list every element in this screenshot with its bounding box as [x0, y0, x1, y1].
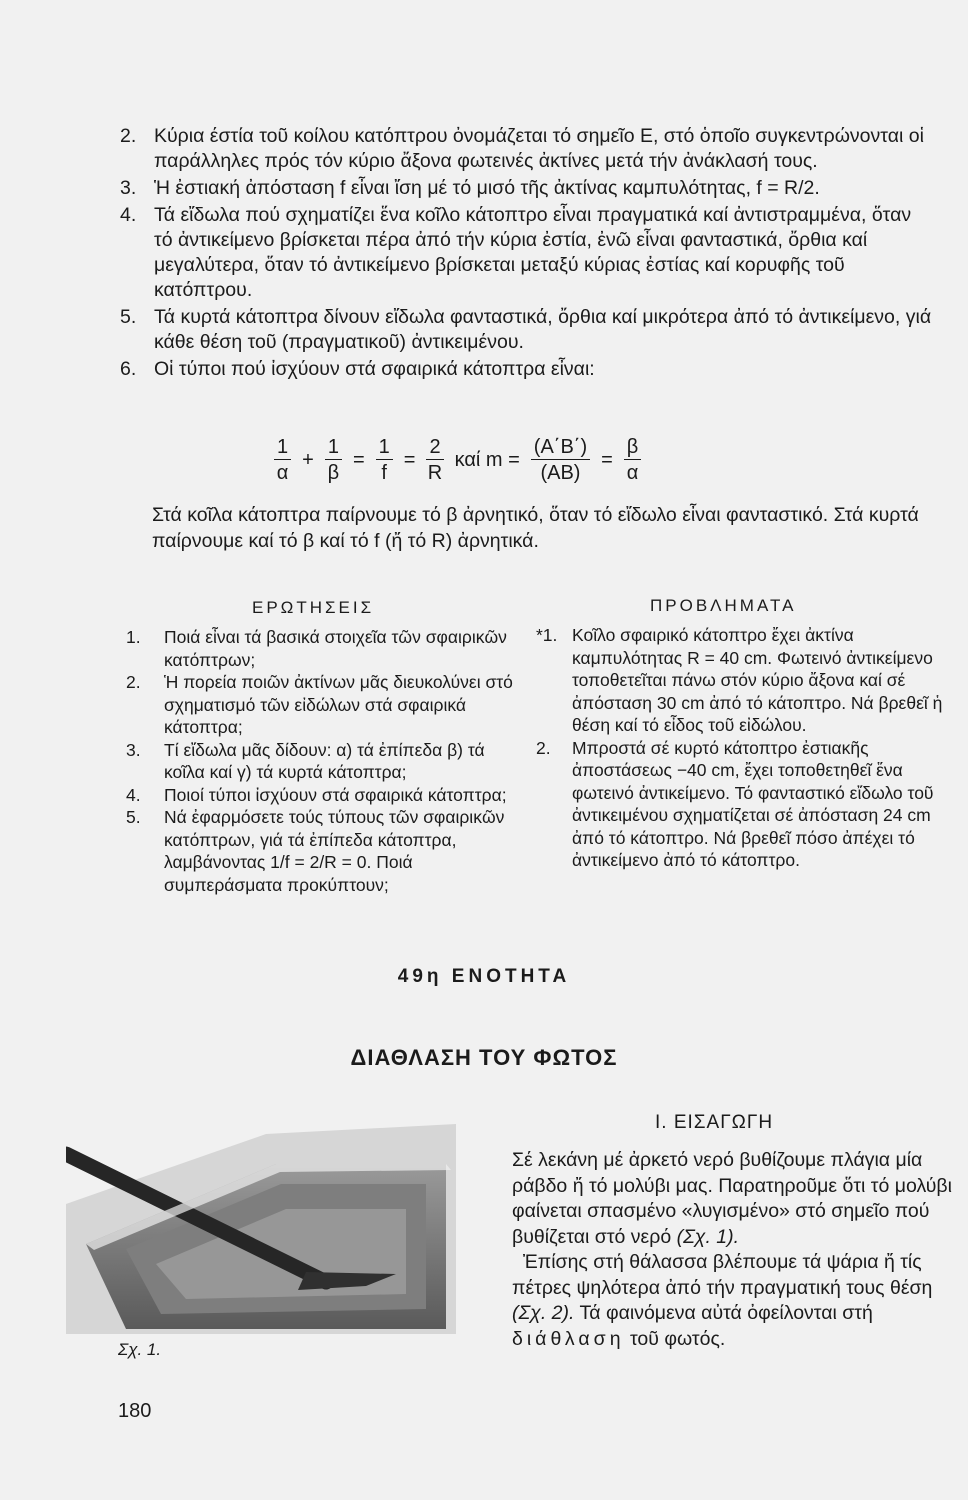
numerator: β	[624, 435, 642, 460]
denominator: β	[327, 461, 340, 484]
fraction-magnification	[531, 435, 590, 486]
item-number: 1.	[126, 627, 141, 647]
numerator: 1	[325, 435, 342, 460]
fraction-1-over-b	[325, 435, 342, 486]
text-run: Ἐπίσης στή θάλασσα βλέπουμε τά ψάρια ἤ τίς πέτρες ψηλότερα ἀπό τήν πραγματική τους θέση	[512, 1251, 933, 1299]
item-text: Ποιοί τύποι ἰσχύουν στά σφαιρικά κάτοπτρα;	[164, 784, 507, 805]
item-text: Κύρια έστία τοῦ κοίλου κατόπτρου ὀνομάζεται τό σημεῖο Ε, στό ὁποῖο συγκεντρώνονται οἱ παράλληλες πρός τόν κύριο ἄξονα φωτεινές ἀκτίνες μετά τήν ἀνάκλασή τους.	[154, 125, 924, 172]
item-text: Μπροστά σέ κυρτό κάτοπτρο ἐστιακῆς ἀποστάσεως −40 cm, ἔχει τοποθετηθεῖ ἕνα φωτεινό ἀντικείμενο. Τό φανταστικό εἴδωλο τοῦ ἀντικειμένου σχηματίζεται σέ ἀπόσταση 24 cm ἀπό τό κάτοπτρο. Νά βρεθεῖ πόσο ἀπέχει τό ἀντικείμενο ἀπό τό κάτοπτρο.	[572, 737, 934, 870]
pencil-in-water-photo	[66, 1124, 456, 1334]
problems-heading: ΠΡΟΒΛΗΜΑΤΑ	[650, 596, 797, 615]
figure-reference: (Σχ. 1).	[676, 1225, 740, 1248]
summary-item-6	[120, 357, 935, 382]
problem-item	[536, 624, 948, 737]
problems-list	[536, 624, 948, 872]
figure-reference: (Σχ. 2).	[512, 1302, 575, 1324]
section-heading: Ι. ΕΙΣΑΓΩΓΗ	[655, 1112, 774, 1133]
numerator: 2	[426, 435, 443, 460]
item-number: 5.	[120, 306, 137, 328]
formula-conjunction: καί m =	[454, 448, 520, 471]
summary-list	[120, 124, 935, 384]
item-text: Ποιά εἶναι τά βασικά στοιχεῖα τῶν σφαιρικῶν κατόπτρων;	[164, 627, 507, 670]
item-number: 2.	[120, 125, 137, 147]
item-number: 3.	[126, 739, 141, 760]
fraction-b-over-a	[624, 435, 642, 486]
denominator: R	[427, 461, 443, 484]
intro-paragraph-2	[512, 1250, 960, 1352]
item-text: Οἱ τύποι πού ἰσχύουν στά σφαιρικά κάτοπτρα εἶναι:	[154, 358, 595, 380]
chapter-title: ΔΙΑΘΛΑΣΗ ΤΟΥ ΦΩΤΟΣ	[350, 1045, 618, 1070]
summary-item-3	[120, 176, 935, 201]
question-item	[126, 626, 526, 671]
denominator: (ΑΒ)	[540, 461, 581, 484]
item-number: 4.	[120, 204, 137, 226]
item-number: 2.	[536, 737, 551, 758]
denominator: α	[276, 461, 289, 484]
equals-sign: =	[352, 448, 365, 471]
item-number: 2.	[126, 672, 141, 692]
question-item	[126, 671, 526, 739]
page-number: 180	[118, 1400, 152, 1422]
numerator: 1	[376, 435, 393, 460]
item-text: Ἡ ἐστιακή ἀπόσταση f εἶναι ἴση μέ τό μισό τῆς ἀκτίνας καμπυλότητας, f = R/2.	[154, 177, 820, 199]
item-text: Τά κυρτά κάτοπτρα δίνουν εἴδωλα φανταστικά, ὄρθια καί μικρότερα ἀπό τό ἀντικείμενο, γιά κάθε θέση τοῦ (πραγματικοῦ) ἀντικειμένου.	[154, 306, 932, 353]
text-run: Τά φαινόμενα αὐτά ὀφείλονται στή	[574, 1302, 873, 1324]
item-text: Τί εἴδωλα μᾶς δίδουν: α) τά ἐπίπεδα β) τά κοῖλα καί γ) τά κυρτά κάτοπτρα;	[164, 739, 485, 782]
equals-sign: =	[601, 448, 613, 471]
intro-paragraph-1	[512, 1148, 960, 1250]
text-run: Σέ λεκάνη μέ ἀρκετό νερό βυθίζουμε πλάγια μία ράβδο ἤ τό μολύβι μας. Παρατηροῦμε ὅτι τό μολύβι φαίνεται σπασμένο «λυγισμένο» στό σημεῖο πού βυθίζεται στό νερό	[512, 1149, 952, 1248]
text-run: τοῦ φωτός.	[624, 1327, 726, 1350]
summary-item-5	[120, 305, 935, 355]
questions-heading: ΕΡΩΤΗΣΕΙΣ	[252, 598, 375, 617]
item-number: 6.	[120, 358, 137, 380]
problem-item	[536, 737, 948, 872]
item-number: 5.	[126, 807, 141, 827]
fraction-1-over-f	[376, 435, 393, 486]
figure-caption: Σχ. 1.	[118, 1340, 162, 1359]
item-number: 3.	[120, 177, 137, 199]
item-text: Κοῖλο σφαιρικό κάτοπτρο ἔχει ἀκτίνα καμπυλότητας R = 40 cm. Φωτεινό ἀντικείμενο τοποθετεῖται πάνω στόν κύριο ἄξονα καί σέ ἀπόσταση 30 cm ἀπό τό κάτοπτρο. Νά βρεθεῖ ἡ θέση καί τό εἶδος τοῦ εἰδώλου.	[572, 625, 943, 735]
denominator: α	[626, 461, 639, 484]
item-text: Τά εἴδωλα πού σχηματίζει ἕνα κοῖλο κάτοπτρο εἶναι πραγματικά καί ἀντιστραμμένα, ὅταν τό ἀντικείμενο βρίσκεται πέρα ἀπό τήν κύρια ἐστία, ἐνῶ εἶναι φανταστικά, ὄρθια καί μεγαλύτερα, ὅταν τό ἀντικείμενο βρίσκεται μεταξύ κύριας ἐστίας καί κορυφῆς τοῦ κατόπτρου.	[154, 204, 912, 301]
question-item	[126, 806, 526, 896]
fraction-2-over-r	[426, 435, 443, 486]
numerator: 1	[274, 435, 291, 460]
plus-sign: +	[302, 448, 314, 471]
sign-convention-note: Στά κοῖλα κάτοπτρα παίρνουμε τό β ἀρνητικό, ὅταν τό εἴδωλο εἶναι φανταστικό. Στά κυρτά παίρνουμε καί τό β καί τό f (ἤ τό R) ἀρνητικά.	[152, 504, 919, 552]
item-number: 4.	[126, 784, 141, 805]
questions-list	[126, 626, 526, 896]
photo-illustration	[66, 1124, 456, 1334]
item-number: *1.	[536, 625, 558, 645]
numerator: (Α΄Β΄)	[531, 435, 590, 460]
item-text: Νά ἐφαρμόσετε τούς τύπους τῶν σφαιρικῶν κατόπτρων, γιά τά ἐπίπεδα κάτοπτρα, λαμβάνοντας 1/f = 2/R = 0. Ποιά συμπεράσματα προκύπτουν;	[164, 807, 505, 895]
denominator: f	[381, 461, 387, 484]
mirror-formula	[270, 430, 730, 490]
summary-item-4	[120, 203, 935, 303]
summary-item-2	[120, 124, 935, 174]
fraction-1-over-a	[274, 435, 291, 486]
intro-text	[512, 1148, 960, 1352]
item-text: Ἡ πορεία ποιῶν ἀκτίνων μᾶς διευκολύνει στό σχηματισμό τῶν εἰδώλων στά σφαιρικά κάτοπτρα;	[164, 672, 513, 737]
unit-title: 49η ΕΝΟΤΗΤΑ	[397, 966, 571, 987]
question-item	[126, 739, 526, 784]
question-item	[126, 784, 526, 807]
emphasized-term: διάθλαση	[512, 1327, 625, 1350]
equals-sign: =	[403, 448, 416, 471]
